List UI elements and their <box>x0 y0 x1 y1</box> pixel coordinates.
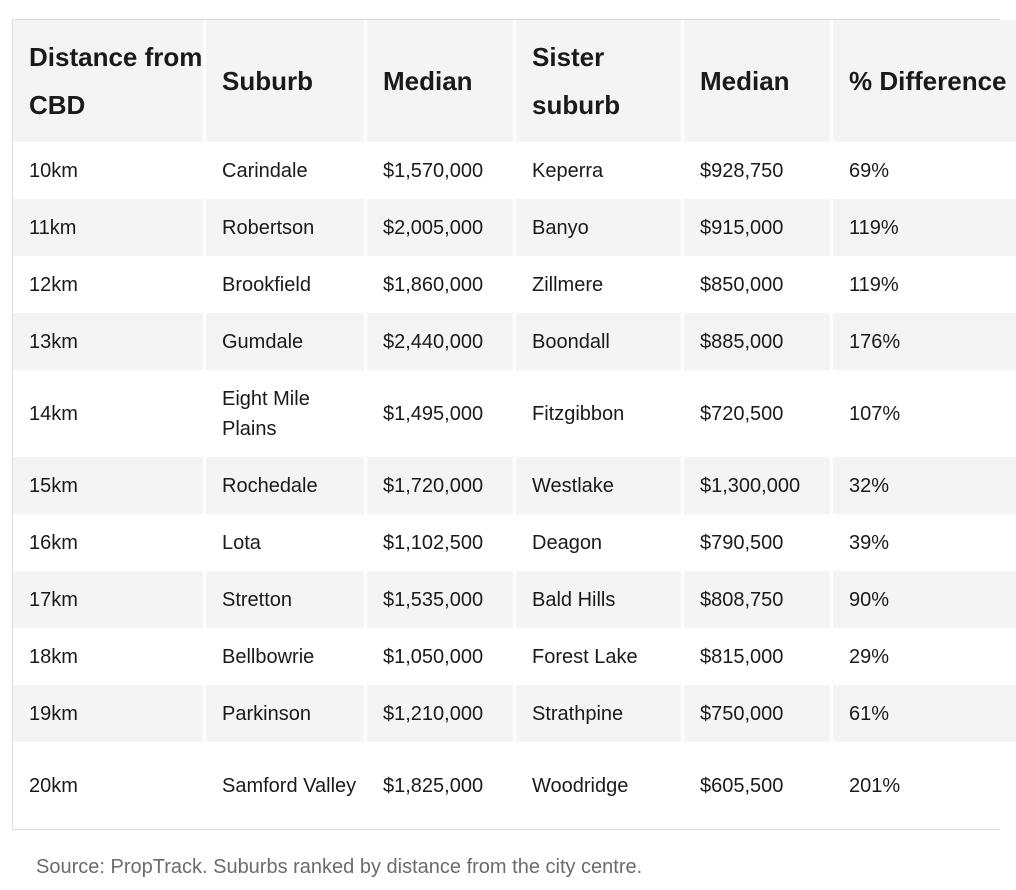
cell-median: $1,050,000 <box>367 628 513 685</box>
cell-sister-suburb: Boondall <box>516 313 681 370</box>
cell-sister-median: $928,750 <box>684 142 830 199</box>
cell-median: $1,825,000 <box>367 742 513 829</box>
cell-sister-median: $808,750 <box>684 571 830 628</box>
cell-suburb: Parkinson <box>206 685 364 742</box>
cell-difference: 201% <box>833 742 1016 829</box>
header-sister-median: Median <box>684 20 830 142</box>
table-row <box>13 571 1016 628</box>
cell-distance: 20km <box>13 742 203 829</box>
header-distance: Distance from CBD <box>13 20 203 142</box>
cell-sister-median: $720,500 <box>684 370 830 457</box>
cell-distance: 18km <box>13 628 203 685</box>
table-row <box>13 370 1016 457</box>
cell-distance: 14km <box>13 370 203 457</box>
cell-distance: 12km <box>13 256 203 313</box>
cell-suburb: Robertson <box>206 199 364 256</box>
cell-sister-suburb: Deagon <box>516 514 681 571</box>
header-sister-suburb: Sister suburb <box>516 20 681 142</box>
header-median: Median <box>367 20 513 142</box>
cell-median: $1,495,000 <box>367 370 513 457</box>
cell-difference: 176% <box>833 313 1016 370</box>
table-row <box>13 685 1016 742</box>
cell-median: $2,440,000 <box>367 313 513 370</box>
cell-sister-median: $605,500 <box>684 742 830 829</box>
cell-difference: 32% <box>833 457 1016 514</box>
cell-suburb: Rochedale <box>206 457 364 514</box>
cell-median: $2,005,000 <box>367 199 513 256</box>
cell-median: $1,720,000 <box>367 457 513 514</box>
cell-distance: 11km <box>13 199 203 256</box>
cell-sister-suburb: Strathpine <box>516 685 681 742</box>
cell-sister-suburb: Westlake <box>516 457 681 514</box>
header-row <box>13 20 1016 142</box>
table-row <box>13 457 1016 514</box>
cell-suburb: Eight Mile Plains <box>206 370 364 457</box>
cell-sister-suburb: Bald Hills <box>516 571 681 628</box>
cell-difference: 29% <box>833 628 1016 685</box>
header-difference: % Difference <box>833 20 1016 142</box>
table-row <box>13 199 1016 256</box>
cell-sister-median: $750,000 <box>684 685 830 742</box>
cell-sister-suburb: Woodridge <box>516 742 681 829</box>
cell-difference: 90% <box>833 571 1016 628</box>
cell-sister-suburb: Forest Lake <box>516 628 681 685</box>
cell-distance: 16km <box>13 514 203 571</box>
cell-suburb: Stretton <box>206 571 364 628</box>
cell-difference: 107% <box>833 370 1016 457</box>
cell-suburb: Carindale <box>206 142 364 199</box>
cell-suburb: Lota <box>206 514 364 571</box>
cell-median: $1,102,500 <box>367 514 513 571</box>
cell-suburb: Brookfield <box>206 256 364 313</box>
cell-difference: 119% <box>833 256 1016 313</box>
cell-sister-median: $915,000 <box>684 199 830 256</box>
cell-sister-median: $815,000 <box>684 628 830 685</box>
cell-sister-median: $885,000 <box>684 313 830 370</box>
source-caption: Source: PropTrack. Suburbs ranked by distance from the city centre. <box>36 856 643 878</box>
cell-difference: 69% <box>833 142 1016 199</box>
table-row <box>13 514 1016 571</box>
table-row <box>13 742 1016 829</box>
cell-suburb: Samford Valley <box>206 742 364 829</box>
cell-median: $1,535,000 <box>367 571 513 628</box>
cell-sister-suburb: Keperra <box>516 142 681 199</box>
header-suburb: Suburb <box>206 20 364 142</box>
cell-distance: 13km <box>13 313 203 370</box>
cell-distance: 19km <box>13 685 203 742</box>
cell-median: $1,860,000 <box>367 256 513 313</box>
cell-distance: 17km <box>13 571 203 628</box>
table-row <box>13 313 1016 370</box>
cell-median: $1,210,000 <box>367 685 513 742</box>
cell-difference: 39% <box>833 514 1016 571</box>
cell-sister-suburb: Banyo <box>516 199 681 256</box>
table-row <box>13 142 1016 199</box>
suburb-comparison-table <box>12 19 1007 830</box>
cell-distance: 10km <box>13 142 203 199</box>
cell-suburb: Gumdale <box>206 313 364 370</box>
cell-sister-suburb: Zillmere <box>516 256 681 313</box>
cell-sister-median: $1,300,000 <box>684 457 830 514</box>
cell-suburb: Bellbowrie <box>206 628 364 685</box>
table-row <box>13 256 1016 313</box>
cell-sister-median: $790,500 <box>684 514 830 571</box>
data-table <box>10 20 1016 829</box>
cell-distance: 15km <box>13 457 203 514</box>
cell-sister-suburb: Fitzgibbon <box>516 370 681 457</box>
table-row <box>13 628 1016 685</box>
cell-sister-median: $850,000 <box>684 256 830 313</box>
cell-difference: 119% <box>833 199 1016 256</box>
cell-difference: 61% <box>833 685 1016 742</box>
cell-median: $1,570,000 <box>367 142 513 199</box>
